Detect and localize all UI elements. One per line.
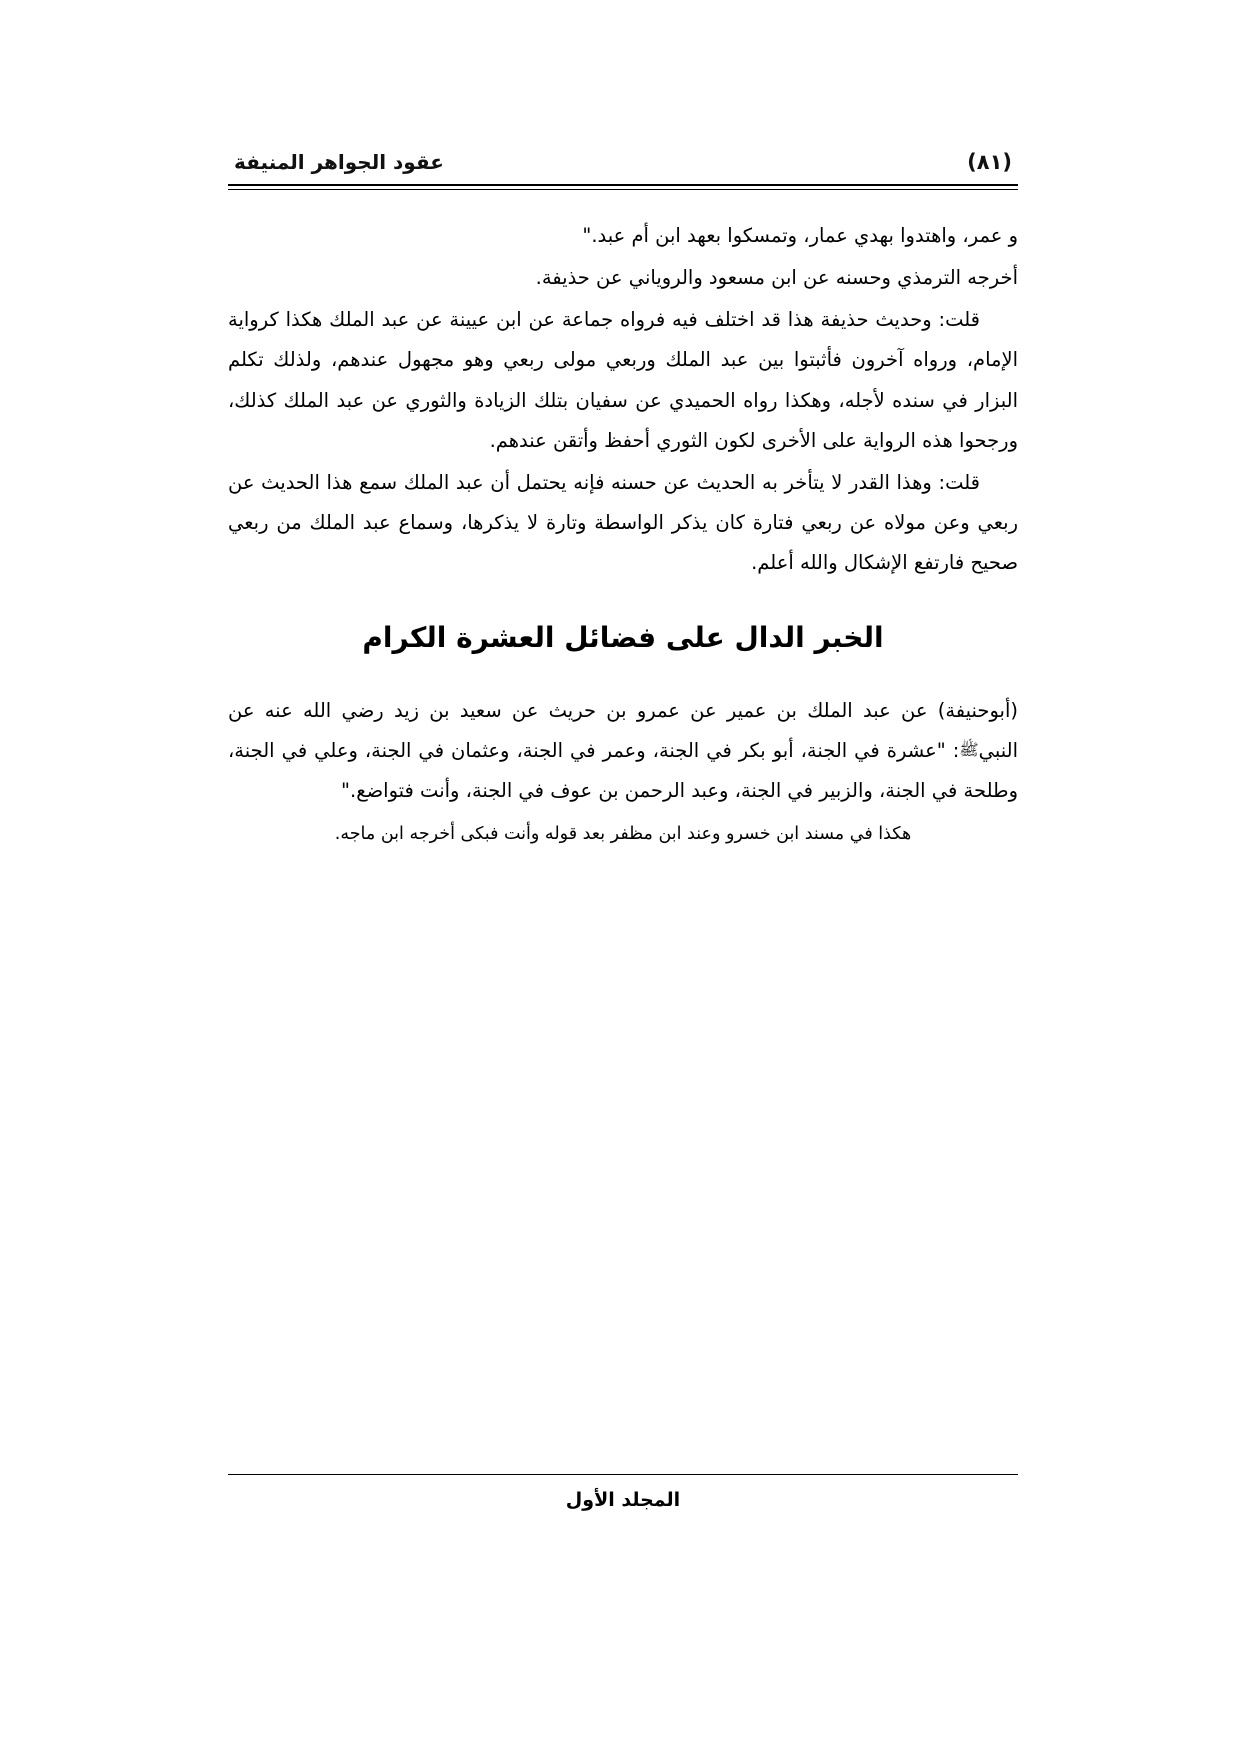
paragraph-3-part-a: (أبوحنيفة) عن عبد الملك بن عمير عن عمرو بن حريث عن سعيد بن زيد رضي الله عنه عن النبي (228, 699, 1018, 763)
header-divider (228, 184, 1018, 190)
page-footer (228, 1474, 1018, 1511)
paragraph-4: هكذا في مسند ابن خسرو وعند ابن مظفر بعد قوله وأنت فبكى أخرجه ابن ماجه. (334, 823, 912, 844)
footer-divider (228, 1474, 1018, 1475)
paragraph-continuation: و عمر، واهتدوا بهدي عمار، وتمسكوا بعهد ابن أم عبد." (582, 224, 1018, 247)
sallallahu-alayhi-wasallam-icon: ﷺ (959, 740, 979, 760)
page-number: (٨١) (967, 150, 1012, 174)
page-content (228, 150, 1018, 853)
paragraph-3-part-b: : "عشرة في الجنة، أبو بكر في الجنة، وعمر في الجنة، وعثمان في الجنة، وعلي في الجنة، وطلحة في الجنة، والزبير في الجنة، وعبد الرحمن بن عوف في الجنة، وأنت فتواضع." (228, 739, 1018, 803)
paragraph-3 (228, 691, 1018, 811)
volume-label: المجلد الأول (565, 1489, 681, 1511)
body-text (228, 216, 1018, 851)
paragraph-2: قلت: وهذا القدر لا يتأخر به الحديث عن حسنه فإنه يحتمل أن عبد الملك سمع هذا الحديث عن ربعي وعن مولاه عن ربعي فتارة كان يذكر الواسطة وتارة لا يذكرها، وسماع عبد الملك من ربعي صحيح فارتفع الإشكال والله أعلم. (228, 470, 1018, 575)
section-heading: الخبر الدال على فضائل العشرة الكرام (362, 621, 884, 655)
page-header (228, 150, 1018, 184)
paragraph-takhrij: أخرجه الترمذي وحسنه عن ابن مسعود والروياني عن حذيفة. (535, 266, 1018, 290)
book-title: عقود الجواهر المنيفة (234, 150, 444, 174)
paragraph-1: قلت: وحديث حذيفة هذا قد اختلف فيه فرواه جماعة عن ابن عيينة عن عبد الملك هكذا كرواية الإمام، ورواه آخرون فأثبتوا بين عبد الملك وربعي مولى ربعي وهو مجهول عندهم، ولذلك تكلم البزار في سنده لأجله، وهكذا رواه الحميدي عن سفيان بتلك الزيادة والثوري عن عبد الملك كذلك، ورجحوا هذه الرواية على الأخرى لكون الثوري أحفظ وأتقن عندهم. (228, 308, 1018, 452)
